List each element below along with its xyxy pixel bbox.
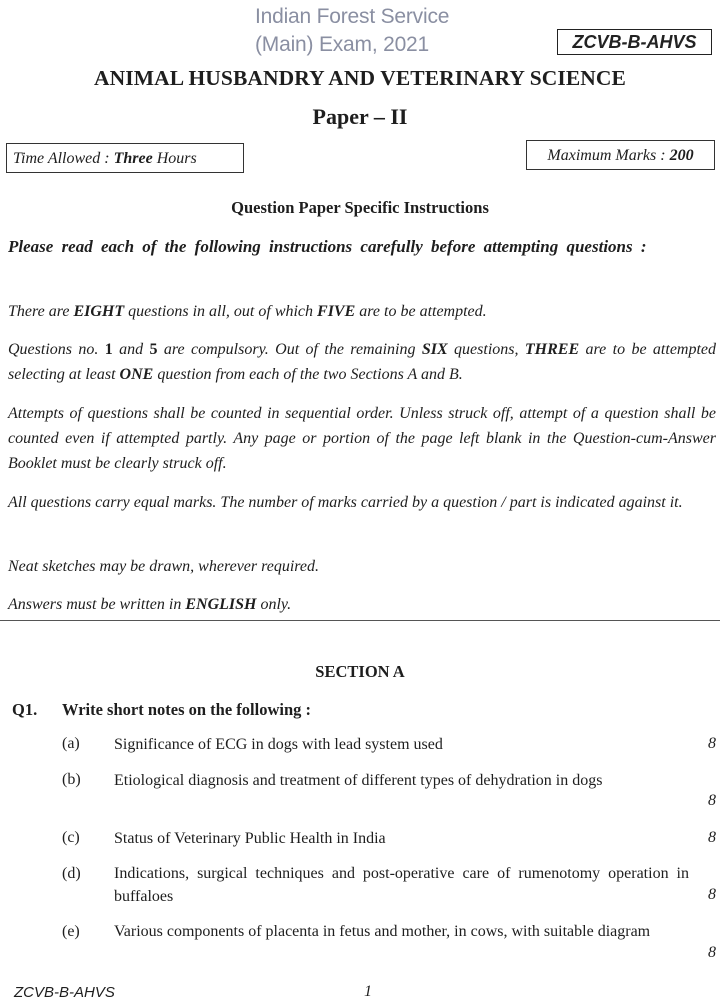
marks-label: Maximum Marks : [547,147,670,164]
item-label-d: (d) [62,865,81,882]
text-run: are to be attempted. [355,303,487,320]
emphasis: 1 [104,341,113,358]
text-run: There are [8,303,74,320]
text-run: question from each of the two Sections A and B. [153,366,463,383]
text-run: and [112,341,150,358]
item-marks-e: 8 [708,944,716,961]
text-run: are compulsory. Out of the remaining [157,341,422,358]
item-label-e: (e) [62,923,80,940]
item-label-b: (b) [62,771,81,788]
footer-paper-code: ZCVB-B-AHVS [14,984,115,1001]
item-text-b: Etiological diagnosis and treatment of different types of dehydration in dogs [114,772,603,789]
stamp-line-2: (Main) Exam, 2021 [255,33,430,56]
instruction-eight-questions [8,299,716,324]
text-run: Questions no. [8,341,105,358]
text-run: questions, [447,341,525,358]
time-suffix: Hours [152,150,197,167]
item-label-c: (c) [62,829,80,846]
item-marks-a: 8 [708,735,716,752]
item-text-e: Various components of placenta in fetus and mother, in cows, with suitable diagram [114,923,651,940]
emphasis: ENGLISH [185,596,257,613]
paper-code-box: ZCVB-B-AHVS [557,29,712,55]
emphasis: ONE [119,366,154,383]
question-text: Write short notes on the following : [62,700,312,719]
item-marks-c: 8 [708,829,716,846]
instruction-neat-sketches: Neat sketches may be drawn, wherever required. [8,558,320,575]
stamp-line-1: Indian Forest Service [255,5,450,28]
emphasis: 5 [149,341,158,358]
maximum-marks-box [526,140,715,170]
item-marks-d: 8 [708,886,716,903]
item-label-a: (a) [62,735,80,752]
divider-rule [0,620,720,621]
emphasis: THREE [524,341,580,358]
instruction-sequential-order: Attempts of questions shall be counted in sequential order. Unless struck off, attempt of a question shall be counted even if attempted partly. Any page or portion of the page left blank in the Question-cum-Answer Booklet must be clearly struck off. [8,405,716,472]
instruction-equal-marks: All questions carry equal marks. The number of marks carried by a question / part is indicated against it. [8,494,683,511]
instruction-compulsory [8,337,716,387]
exam-stamp [255,3,495,59]
text-run: questions in all, out of which [124,303,318,320]
instructions-lead: Please read each of the following instructions carefully before attempting questions : [8,237,647,256]
time-label: Time Allowed : [13,150,114,167]
time-allowed-box [6,143,244,173]
paper-number: Paper – II [312,104,408,129]
question-number: Q1. [12,700,38,719]
time-value: Three [113,150,153,167]
text-run: Answers must be written in [8,596,186,613]
item-marks-b: 8 [708,792,716,809]
item-text-a: Significance of ECG in dogs with lead system used [114,736,443,753]
emphasis: EIGHT [73,303,125,320]
text-run: are to be attempted selecting at least [8,341,717,383]
marks-value: 200 [669,147,694,164]
item-text-c: Status of Veterinary Public Health in India [114,830,386,847]
emphasis: SIX [421,341,448,358]
instruction-english-only [8,592,716,617]
page-number: 1 [364,983,372,1000]
paper-title: ANIMAL HUSBANDRY AND VETERINARY SCIENCE [93,66,626,90]
item-text-d: Indications, surgical techniques and post-operative care of rumenotomy operation in buffaloes [114,865,689,905]
emphasis: FIVE [317,303,356,320]
instructions-heading: Question Paper Specific Instructions [231,198,489,217]
text-run: only. [256,596,292,613]
section-title: SECTION A [315,662,405,681]
